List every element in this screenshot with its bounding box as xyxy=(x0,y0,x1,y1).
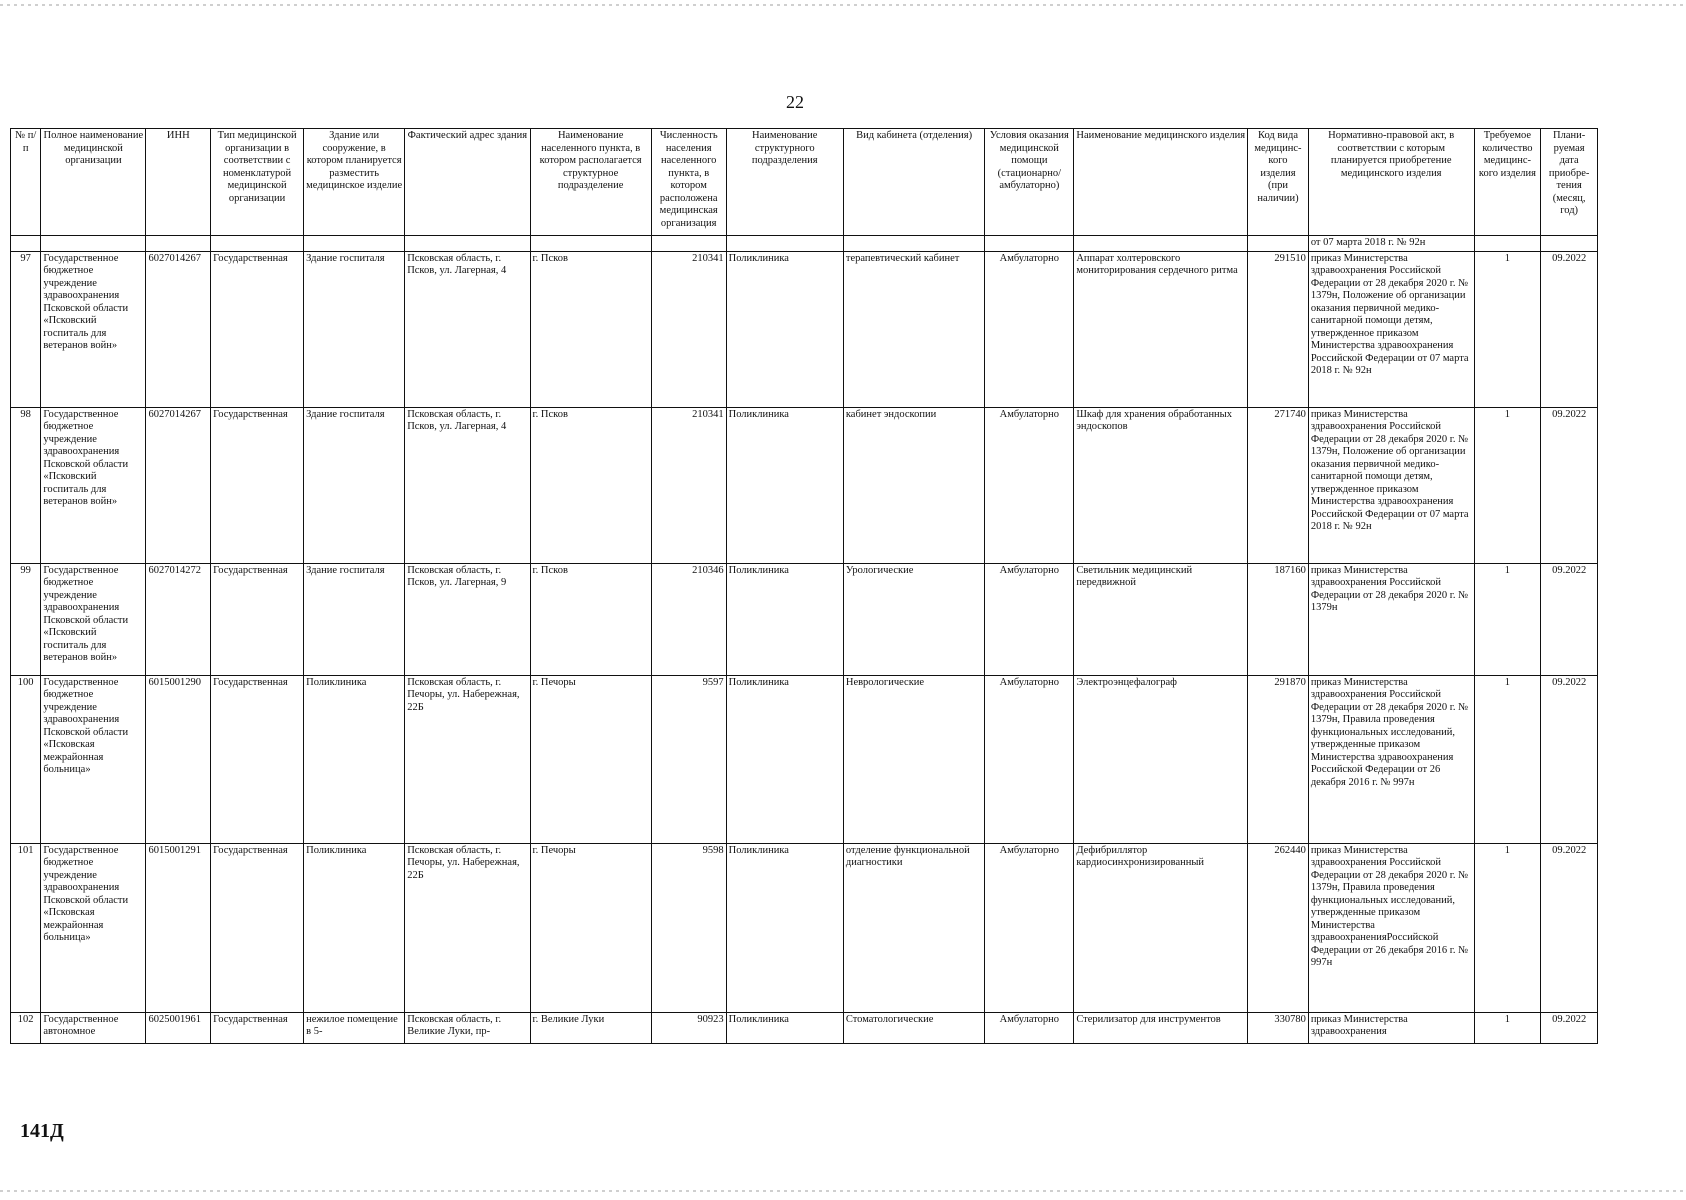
cell-act: приказ Министерства здравоохранения xyxy=(1308,1012,1474,1043)
page-number: 22 xyxy=(786,92,804,112)
cell-org: Государственное бюджетное учреждение здравоохранения Псковской области «Псковский госпиталь для ветеранов войн» xyxy=(41,563,146,675)
header-date: Плани-руемая дата приобре-тения (месяц, год) xyxy=(1541,129,1598,236)
cell-qty: 1 xyxy=(1474,563,1541,675)
cell-address: Псковская область, г. Псков, ул. Лагерная, 9 xyxy=(405,563,530,675)
cell-type: Государственная xyxy=(211,251,304,407)
cell-cabinet: Неврологические xyxy=(843,675,985,843)
cell-cabinet: кабинет эндоскопии xyxy=(843,407,985,563)
cell-qty: 1 xyxy=(1474,1012,1541,1043)
cell-building: нежилое помещение в 5- xyxy=(304,1012,405,1043)
cell-unit: Поликлиника xyxy=(726,251,843,407)
cell-act: приказ Министерства здравоохранения Российской Федерации от 28 декабря 2020 г. № 1379н, Правила проведения функциональных исследований, утвержденные приказом Министерства здравоохраненияРоссийской Федерации от 26 декабря 2016 г. № 997н xyxy=(1308,843,1474,1012)
header-org: Полное наименование медицинской организации xyxy=(41,129,146,236)
cell-num: 101 xyxy=(11,843,41,1012)
cell-org: Государственное бюджетное учреждение здравоохранения Псковской области «Псковский госпиталь для ветеранов войн» xyxy=(41,251,146,407)
cell-settlement: г. Псков xyxy=(530,251,651,407)
header-building: Здание или сооружение, в котором планируется разместить медицинское изделие xyxy=(304,129,405,236)
cell-device: Шкаф для хранения обработанных эндоскопов xyxy=(1074,407,1248,563)
cell-device: Дефибриллятор кардиосинхронизированный xyxy=(1074,843,1248,1012)
cell-qty: 1 xyxy=(1474,843,1541,1012)
cell-conditions: Амбулаторно xyxy=(985,563,1074,675)
cell-population: 9597 xyxy=(651,675,726,843)
cell-org: Государственное автономное xyxy=(41,1012,146,1043)
document-code: 141Д xyxy=(20,1120,64,1142)
header-population: Численность населения населенного пункта, в котором расположена медицинская организация xyxy=(651,129,726,236)
cell-address: Псковская область, г. Печоры, ул. Набережная, 22Б xyxy=(405,675,530,843)
cell-num: 97 xyxy=(11,251,41,407)
table-row xyxy=(11,843,1598,1012)
cell-act: приказ Министерства здравоохранения Российской Федерации от 28 декабря 2020 г. № 1379н, Положение об организации оказания первичной медико-санитарной помощи детям, утвержденное приказом Министерства здравоохранения Российской Федерации от 07 марта 2018 г. № 92н xyxy=(1308,251,1474,407)
cell-act: приказ Министерства здравоохранения Российской Федерации от 28 декабря 2020 г. № 1379н, Положение об организации оказания первичной медико-санитарной помощи детям, утвержденное приказом Министерства здравоохранения Российской Федерации от 07 марта 2018 г. № 92н xyxy=(1308,407,1474,563)
cell-code: 271740 xyxy=(1248,407,1309,563)
cell-act: приказ Министерства здравоохранения Российской Федерации от 28 декабря 2020 г. № 1379н, Правила проведения функциональных исследований, утвержденные приказом Министерства здравоохранения Российской Федерации от 26 декабря 2016 г. № 997н xyxy=(1308,675,1474,843)
cell-unit: Поликлиника xyxy=(726,675,843,843)
cell-qty: 1 xyxy=(1474,407,1541,563)
table-row xyxy=(11,1012,1598,1043)
cell-org: Государственное бюджетное учреждение здравоохранения Псковской области «Псковская межрайонная больница» xyxy=(41,675,146,843)
cell-address: Псковская область, г. Псков, ул. Лагерная, 4 xyxy=(405,407,530,563)
cell-unit: Поликлиника xyxy=(726,1012,843,1043)
cell-inn: 6015001290 xyxy=(146,675,211,843)
table-row xyxy=(11,407,1598,563)
cell-device: Стерилизатор для инструментов xyxy=(1074,1012,1248,1043)
cell-settlement: г. Печоры xyxy=(530,675,651,843)
cell-device: Светильник медицинский передвижной xyxy=(1074,563,1248,675)
cell-type: Государственная xyxy=(211,675,304,843)
header-act: Нормативно-правовой акт, в соответствии с которым планируется приобретение медицинского изделия xyxy=(1308,129,1474,236)
cell-inn: 6027014267 xyxy=(146,407,211,563)
cell-inn: 6027014272 xyxy=(146,563,211,675)
cell-qty: 1 xyxy=(1474,675,1541,843)
cell-num: 98 xyxy=(11,407,41,563)
cell-address: Псковская область, г. Великие Луки, пр- xyxy=(405,1012,530,1043)
cell-device: Аппарат холтеровского мониторирования сердечного ритма xyxy=(1074,251,1248,407)
cell-device: Электроэнцефалограф xyxy=(1074,675,1248,843)
cell-population: 210341 xyxy=(651,251,726,407)
cell-num: 99 xyxy=(11,563,41,675)
header-conditions: Условия оказания медицинской помощи (стационарно/ амбулаторно) xyxy=(985,129,1074,236)
cell-population: 90923 xyxy=(651,1012,726,1043)
cell-conditions: Амбулаторно xyxy=(985,843,1074,1012)
cell-date: 09.2022 xyxy=(1541,251,1598,407)
cell-cabinet: отделение функциональной диагностики xyxy=(843,843,985,1012)
cell-date: 09.2022 xyxy=(1541,1012,1598,1043)
header-qty: Требуемое количество медицинс-кого изделия xyxy=(1474,129,1541,236)
table-row xyxy=(11,675,1598,843)
cell-type: Государственная xyxy=(211,563,304,675)
cell-cabinet: Стоматологические xyxy=(843,1012,985,1043)
cell-inn: 6015001291 xyxy=(146,843,211,1012)
cell-address: Псковская область, г. Печоры, ул. Набережная, 22Б xyxy=(405,843,530,1012)
cell-code: 330780 xyxy=(1248,1012,1309,1043)
cell-settlement: г. Псков xyxy=(530,563,651,675)
header-num: № п/п xyxy=(11,129,41,236)
cell-act: приказ Министерства здравоохранения Российской Федерации от 28 декабря 2020 г. № 1379н xyxy=(1308,563,1474,675)
continuation-act-text: от 07 марта 2018 г. № 92н xyxy=(1308,236,1474,252)
header-cabinet: Вид кабинета (отделения) xyxy=(843,129,985,236)
cell-cabinet: Урологические xyxy=(843,563,985,675)
header-address: Фактический адрес здания xyxy=(405,129,530,236)
cell-code: 291870 xyxy=(1248,675,1309,843)
cell-building: Поликлиника xyxy=(304,675,405,843)
cell-unit: Поликлиника xyxy=(726,563,843,675)
cell-type: Государственная xyxy=(211,407,304,563)
cell-population: 9598 xyxy=(651,843,726,1012)
cell-unit: Поликлиника xyxy=(726,407,843,563)
cell-conditions: Амбулаторно xyxy=(985,251,1074,407)
cell-code: 262440 xyxy=(1248,843,1309,1012)
cell-conditions: Амбулаторно xyxy=(985,675,1074,843)
cell-building: Поликлиника xyxy=(304,843,405,1012)
cell-org: Государственное бюджетное учреждение здравоохранения Псковской области «Псковский госпиталь для ветеранов войн» xyxy=(41,407,146,563)
cell-date: 09.2022 xyxy=(1541,843,1598,1012)
cell-settlement: г. Великие Луки xyxy=(530,1012,651,1043)
cell-date: 09.2022 xyxy=(1541,407,1598,563)
cell-date: 09.2022 xyxy=(1541,563,1598,675)
cell-code: 291510 xyxy=(1248,251,1309,407)
header-type: Тип медицинской организации в соответствии с номенклатурой медицинской организации xyxy=(211,129,304,236)
cell-building: Здание госпиталя xyxy=(304,563,405,675)
scan-edge-bottom xyxy=(0,1190,1686,1192)
cell-population: 210346 xyxy=(651,563,726,675)
cell-inn: 6027014267 xyxy=(146,251,211,407)
cell-num: 102 xyxy=(11,1012,41,1043)
cell-conditions: Амбулаторно xyxy=(985,407,1074,563)
cell-settlement: г. Псков xyxy=(530,407,651,563)
header-device: Наименование медицинского изделия xyxy=(1074,129,1248,236)
header-inn: ИНН xyxy=(146,129,211,236)
cell-qty: 1 xyxy=(1474,251,1541,407)
cell-type: Государственная xyxy=(211,1012,304,1043)
header-settlement: Наименование населенного пункта, в котором располагается структурное подразделение xyxy=(530,129,651,236)
table-row xyxy=(11,251,1598,407)
header-unit: Наименование структурного подразделения xyxy=(726,129,843,236)
cell-code: 187160 xyxy=(1248,563,1309,675)
cell-settlement: г. Печоры xyxy=(530,843,651,1012)
cell-population: 210341 xyxy=(651,407,726,563)
table-row-continuation xyxy=(11,236,1598,252)
cell-address: Псковская область, г. Псков, ул. Лагерная, 4 xyxy=(405,251,530,407)
cell-unit: Поликлиника xyxy=(726,843,843,1012)
table-row xyxy=(11,563,1598,675)
cell-building: Здание госпиталя xyxy=(304,407,405,563)
cell-num: 100 xyxy=(11,675,41,843)
table-header-row xyxy=(11,129,1598,236)
cell-cabinet: терапевтический кабинет xyxy=(843,251,985,407)
cell-date: 09.2022 xyxy=(1541,675,1598,843)
cell-org: Государственное бюджетное учреждение здравоохранения Псковской области «Псковская межрайонная больница» xyxy=(41,843,146,1012)
cell-conditions: Амбулаторно xyxy=(985,1012,1074,1043)
cell-type: Государственная xyxy=(211,843,304,1012)
header-code: Код вида медицинс-кого изделия (при наличии) xyxy=(1248,129,1309,236)
cell-inn: 6025001961 xyxy=(146,1012,211,1043)
scan-edge-top xyxy=(0,4,1686,6)
registry-table xyxy=(10,128,1598,1044)
cell-building: Здание госпиталя xyxy=(304,251,405,407)
